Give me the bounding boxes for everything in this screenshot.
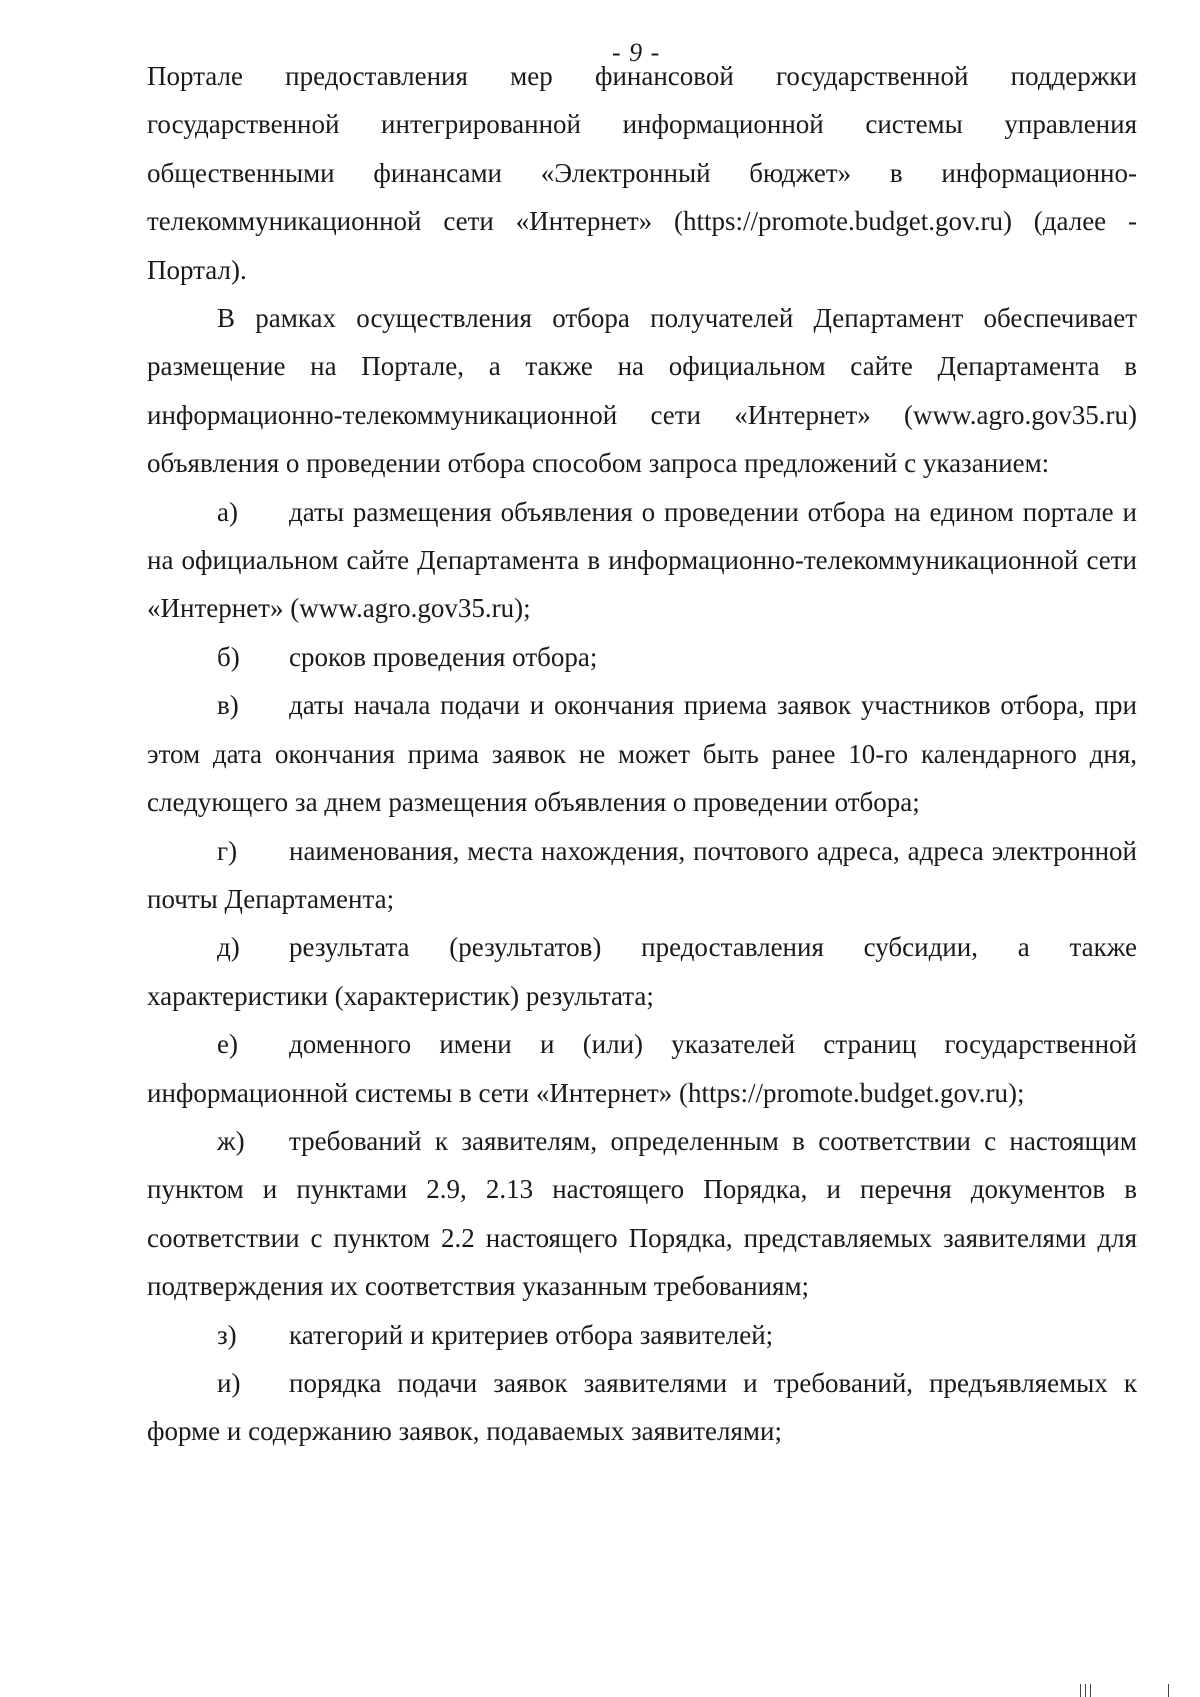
list-item-text: требований к заявителям, определенным в соответствии с настоящим пунктом и пунктами 2.9, 2.13 настоящего Порядка, и перечня документов в соответствии с пунктом 2.2 настоящего Порядка, представляемых заявителями для подтверждения их соответствия указанным требованиям; (147, 1125, 1137, 1302)
list-item-text: доменного имени и (или) указателей страниц государственной информационной системы в сети «Интернет» (https://promote.budget.gov.ru); (147, 1029, 1137, 1108)
intro-paragraph: Портале предоставления мер финансовой государственной поддержки государственной интегрированной информационной системы управления общественными финансами «Электронный бюджет» в информационно-телекоммуникационной сети «Интернет» (https://promote.budget.gov.ru) (далее - Портал). (147, 61, 1137, 285)
list-item (147, 681, 1137, 826)
list-item-text: сроков проведения отбора; (289, 641, 598, 672)
list-item-marker: и) (217, 1367, 241, 1398)
scan-artifact (1090, 1684, 1091, 1697)
list-item-marker: г) (217, 835, 238, 866)
list-item-marker: а) (217, 496, 238, 527)
list-item (147, 488, 1137, 633)
list-item (147, 1359, 1137, 1456)
list-item-text: даты размещения объявления о проведении отбора на едином портале и на официальном сайте Департамента в информационно-телекоммуникационной сети «Интернет» (www.agro.gov35.ru); (147, 496, 1137, 624)
list-item (147, 1117, 1137, 1311)
list-item-marker: е) (217, 1029, 238, 1060)
scan-artifact (1085, 1684, 1086, 1697)
list-item-text: наименования, места нахождения, почтового адреса, адреса электронной почты Департамента; (147, 835, 1137, 914)
list-item (147, 633, 1137, 681)
scan-artifact (1168, 1684, 1169, 1697)
list-item (147, 923, 1137, 1020)
list-item-text: порядка подачи заявок заявителями и требований, предъявляемых к форме и содержанию заявок, подаваемых заявителями; (147, 1367, 1137, 1447)
list-item (147, 1020, 1137, 1117)
list-item-marker: в) (217, 690, 239, 721)
list-item (147, 827, 1137, 924)
list-item-text: категорий и критериев отбора заявителей; (289, 1319, 774, 1350)
main-paragraph: В рамках осуществления отбора получателей Департамент обеспечивает размещение на Портале, а также на официальном сайте Департамента в информационно-телекоммуникационной сети «Интернет» (www.agro.gov35.ru) объявления о проведении отбора способом запроса предложений с указанием: (147, 303, 1137, 479)
list-item (147, 1311, 1137, 1359)
list-item-marker: б) (217, 641, 240, 672)
list-item-marker: з) (217, 1319, 237, 1350)
scan-artifact (1080, 1684, 1081, 1697)
list-item-text: даты начала подачи и окончания приема заявок участников отбора, при этом дата окончания прима заявок не может быть ранее 10-го календарного дня, следующего за днем размещения объявления о проведении отбора; (147, 690, 1137, 818)
list-item-marker: д) (217, 932, 240, 963)
list-item-text: результата (результатов) предоставления субсидии, а также характеристики (характеристик) результата; (147, 932, 1137, 1011)
list-item-marker: ж) (217, 1125, 245, 1156)
page-number: - 9 - (612, 38, 661, 67)
document-body (147, 52, 1137, 1456)
